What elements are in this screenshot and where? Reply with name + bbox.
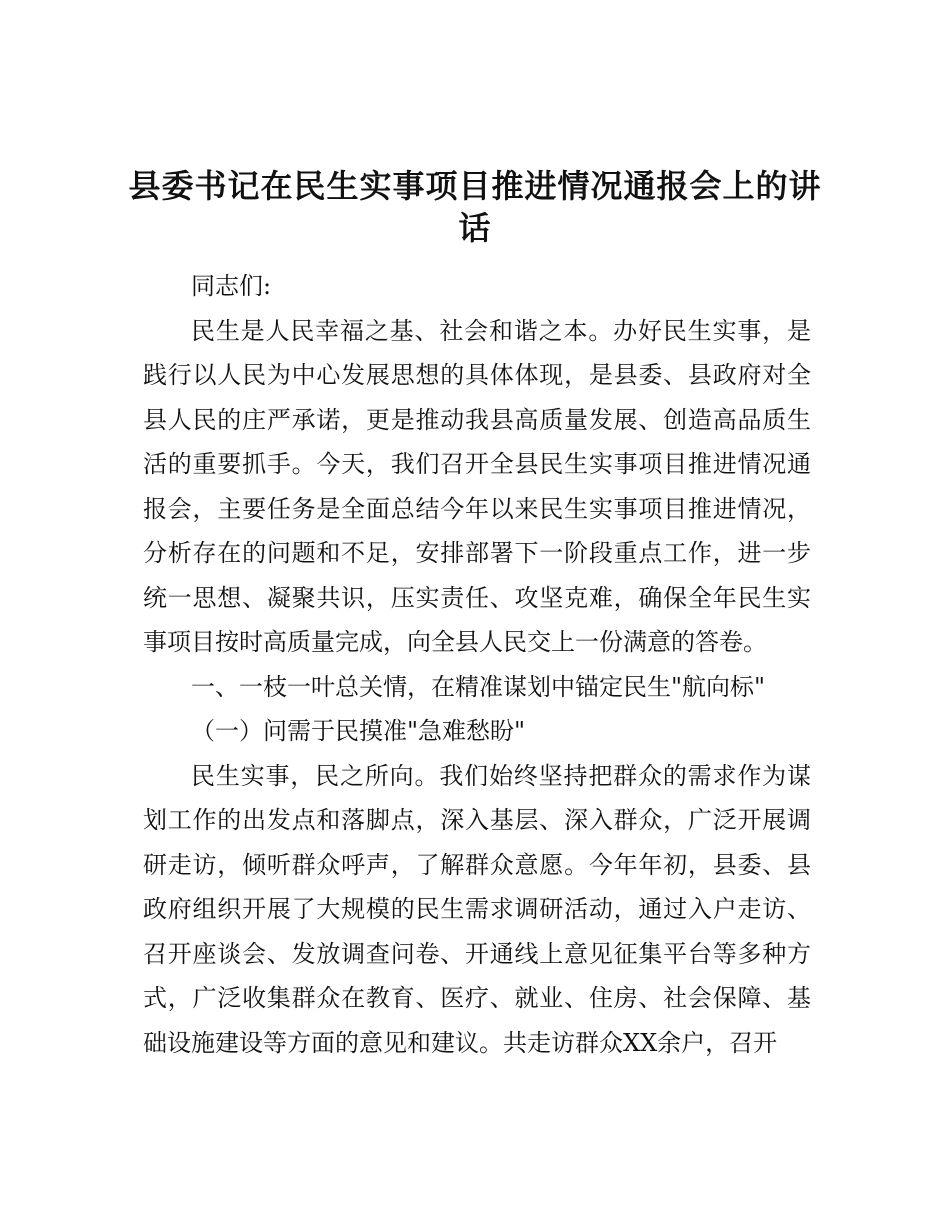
document-body [143, 264, 811, 1065]
salutation: 同志们: [191, 272, 272, 300]
subsection-heading: （一）问需于民摸准"急难愁盼" [191, 717, 526, 745]
section-heading: 一、一枝一叶总关情，在精准谋划中锚定民生"航向标" [191, 672, 766, 701]
section-paragraph: 民生实事，民之所向。我们始终坚持把群众的需求作为谋划工作的出发点和落脚点，深入基层、深入群众，广泛开展调研走访，倾听群众呼声，了解群众意愿。今年年初，县委、县政府组织开展了大规模的民生需求调研活动，通过入户走访、召开座谈会、发放调查问卷、开通线上意见征集平台等多种方式，广泛收集群众在教育、医疗、就业、住房、社会保障、基础设施建设等方面的意见和建议。共走访群众XX余户，召开 [143, 761, 811, 1057]
document-title: 县委书记在民生实事项目推进情况通报会上的讲话 [128, 167, 822, 247]
intro-paragraph: 民生是人民幸福之基、社会和谐之本。办好民生实事，是践行以人民为中心发展思想的具体体现，是县委、县政府对全县人民的庄严承诺，更是推动我县高质量发展、创造高品质生活的重要抓手。今天，我们召开全县民生实事项目推进情况通报会，主要任务是全面总结今年以来民生实事项目推进情况，分析存在的问题和不足，安排部署下一阶段重点工作，进一步统一思想、凝聚共识，压实责任、攻坚克难，确保全年民生实事项目按时高质量完成，向全县人民交上一份满意的答卷。 [143, 316, 811, 656]
